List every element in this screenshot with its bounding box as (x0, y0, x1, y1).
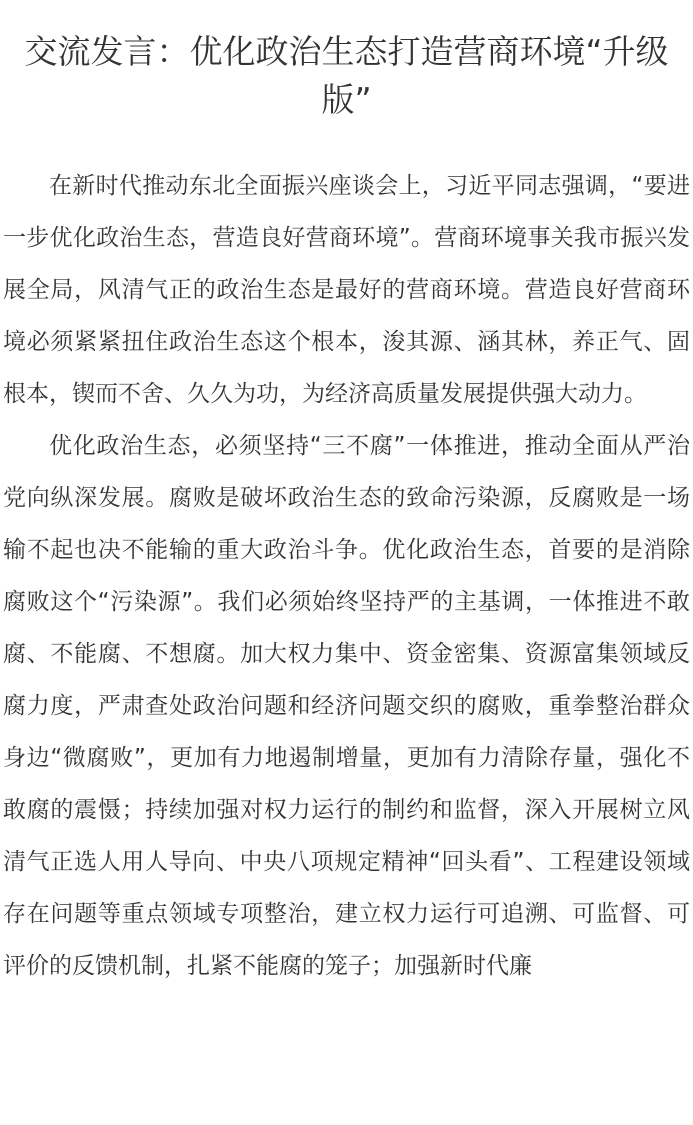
article-paragraph-1: 在新时代推动东北全面振兴座谈会上，习近平同志强调，“要进一步优化政治生态，营造良好营商环境”。营商环境事关我市振兴发展全局，风清气正的政治生态是最好的营商环境。营造良好营商环境必须紧紧扭住政治生态这个根本，浚其源、涵其林，养正气、固根本，锲而不舍、久久为功，为经济高质量发展提供强大动力。 (3, 173, 690, 407)
article-title: 交流发言：优化政治生态打造营商环境“升级版” (24, 32, 669, 119)
article-body (3, 160, 690, 992)
article-paragraph-2: 优化政治生态，必须坚持“三不腐”一体推进，推动全面从严治党向纵深发展。腐败是破坏政治生态的致命污染源，反腐败是一场输不起也决不能输的重大政治斗争。优化政治生态，首要的是消除腐败这个“污染源”。我们必须始终坚持严的主基调，一体推进不敢腐、不能腐、不想腐。加大权力集中、资金密集、资源富集领域反腐力度，严肃查处政治问题和经济问题交织的腐败，重拳整治群众身边“微腐败”，更加有力地遏制增量，更加有力清除存量，强化不敢腐的震慑；持续加强对权力运行的制约和监督，深入开展树立风清气正选人用人导向、中央八项规定精神“回头看”、工程建设领域存在问题等重点领域专项整治，建立权力运行可追溯、可监督、可评价的反馈机制，扎紧不能腐的笼子；加强新时代廉 (3, 433, 690, 979)
article-page (0, 28, 693, 1125)
